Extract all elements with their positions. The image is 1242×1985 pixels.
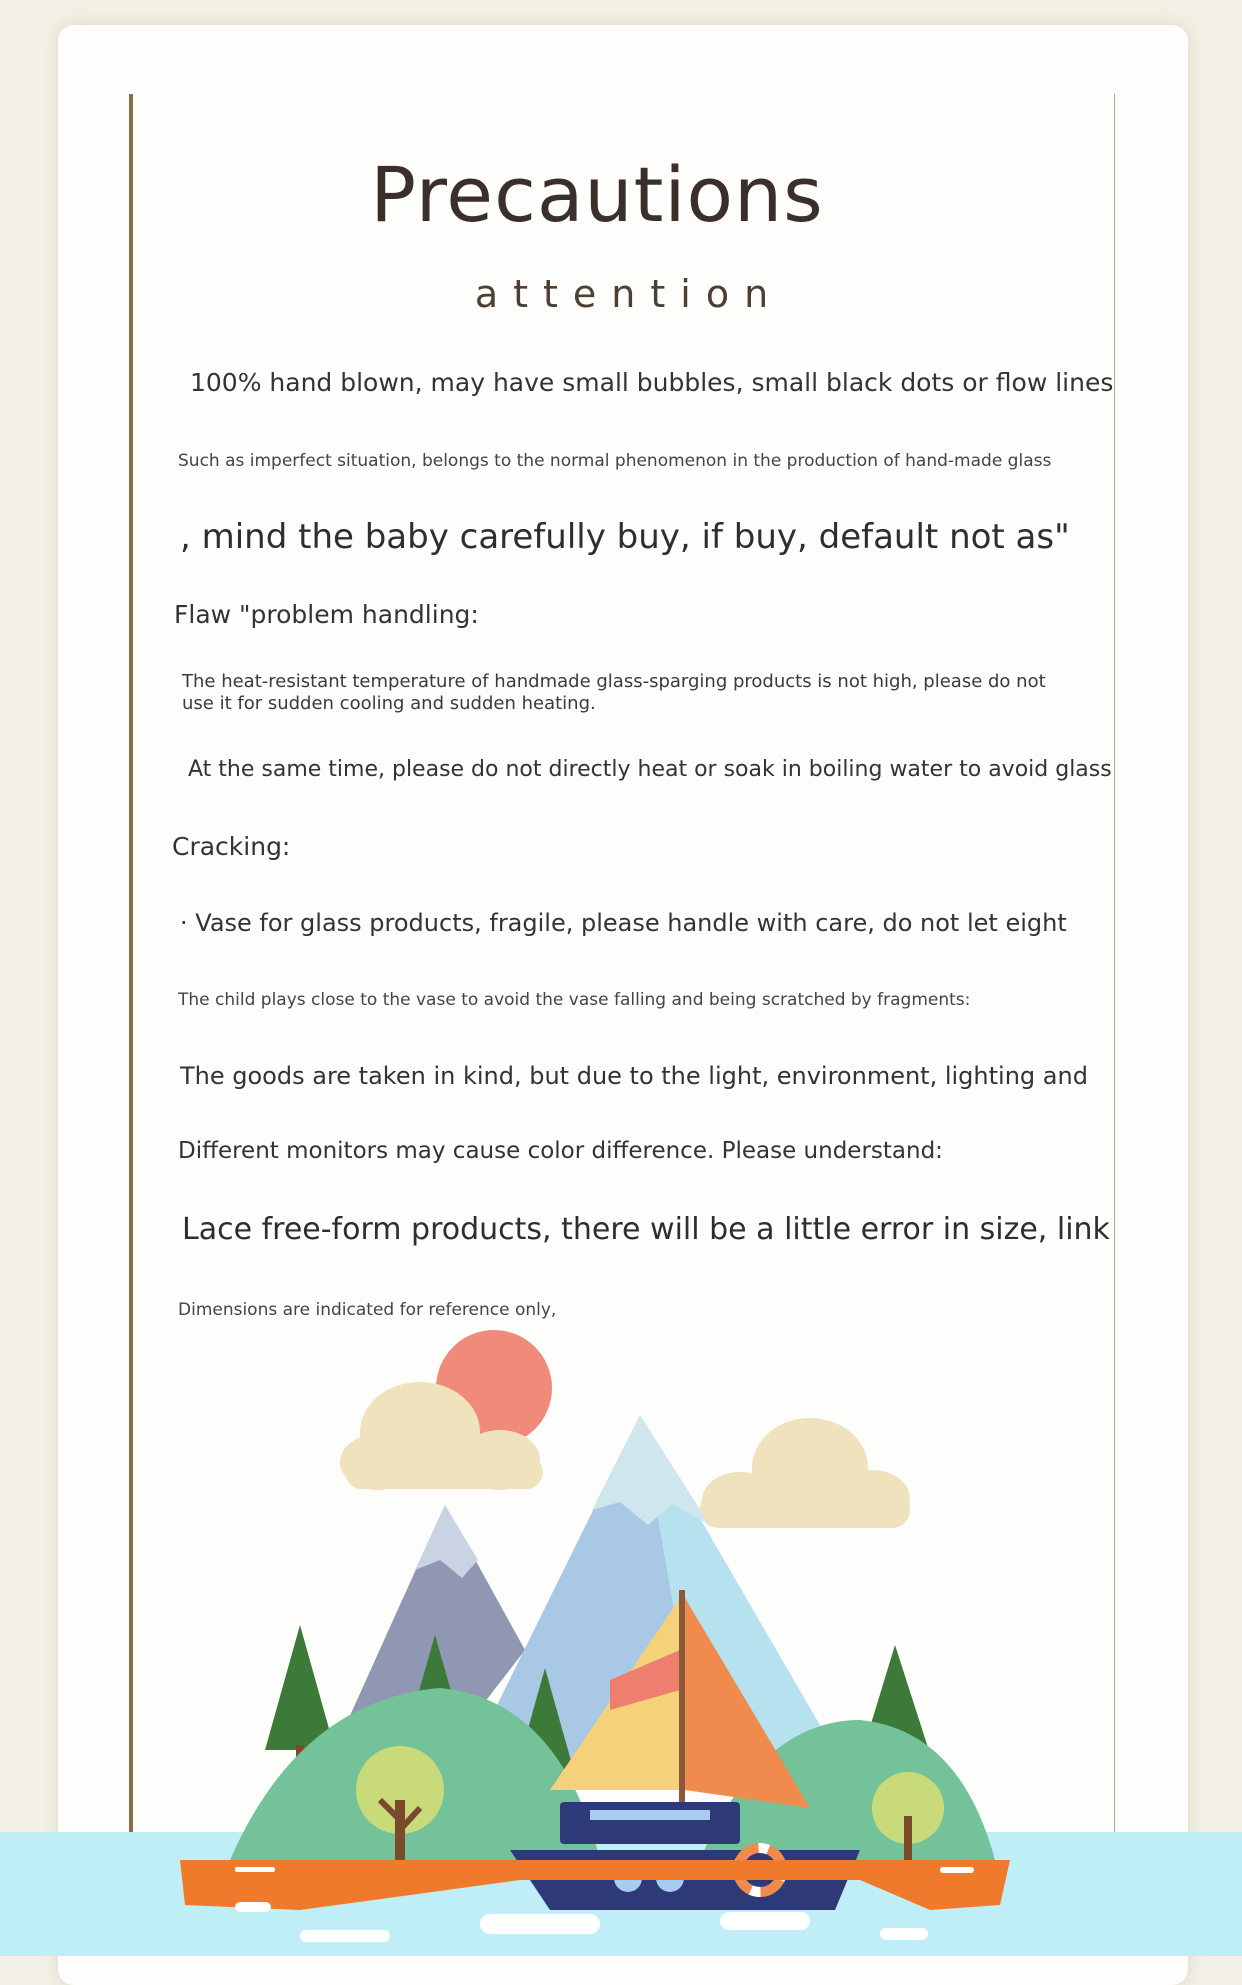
- notice-line-2: Such as imperfect situation, belongs to the normal phenomenon in the production of hand-made glass: [178, 451, 1052, 471]
- page-subtitle: attention: [474, 272, 784, 316]
- notice-line-11: Different monitors may cause color difference. Please understand:: [178, 1138, 943, 1164]
- mountain-lake-sailboat-illustration: [0, 1320, 1242, 1956]
- page-title: Precautions: [370, 150, 824, 239]
- notice-line-1: 100% hand blown, may have small bubbles, small black dots or flow lines: [190, 368, 1114, 397]
- notice-line-3: , mind the baby carefully buy, if buy, default not as": [180, 517, 1070, 557]
- notice-line-9: The child plays close to the vase to avoid the vase falling and being scratched by fragments:: [178, 990, 971, 1010]
- notice-line-4: Flaw "problem handling:: [174, 600, 479, 629]
- notice-line-10: The goods are taken in kind, but due to the light, environment, lighting and: [180, 1062, 1088, 1090]
- mast: [679, 1590, 685, 1820]
- notice-line-6: At the same time, please do not directly heat or soak in boiling water to avoid glass: [188, 757, 1112, 782]
- notice-line-7: Cracking:: [172, 832, 291, 861]
- notice-line-5: The heat-resistant temperature of handmade glass-sparging products is not high, please do not use it for sudden cooling and sudden heating.: [182, 671, 1046, 714]
- cloud-right: [700, 1418, 910, 1528]
- notice-line-12: Lace free-form products, there will be a little error in size, link: [182, 1212, 1110, 1247]
- notice-line-13: Dimensions are indicated for reference only,: [178, 1300, 557, 1320]
- notice-line-8: · Vase for glass products, fragile, please handle with care, do not let eight: [180, 909, 1067, 937]
